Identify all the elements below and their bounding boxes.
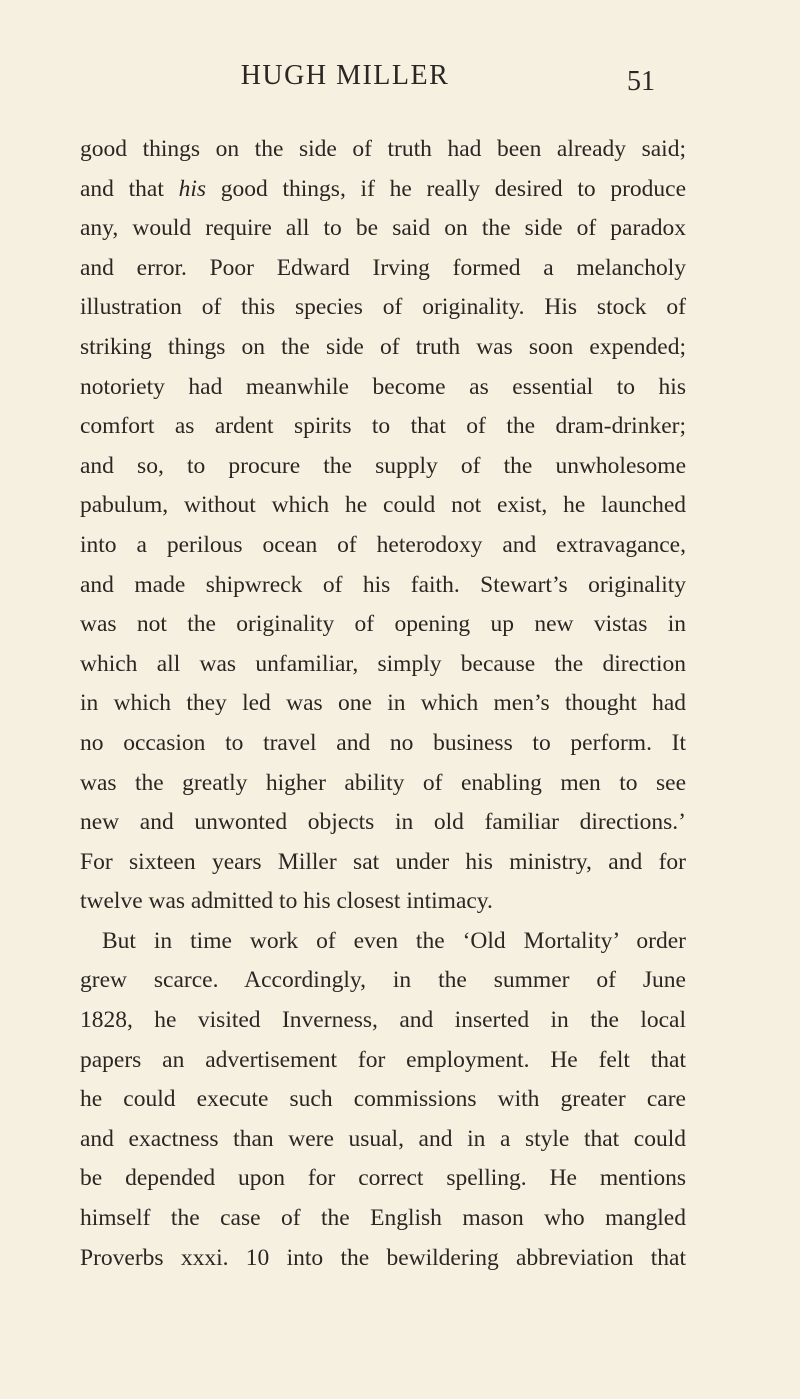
text-line: illustration of this species of originality. His stock of [80,294,686,321]
text-line: into a perilous ocean of heterodoxy and extravagance, [80,531,686,558]
body-text [80,130,686,1278]
text-line: For sixteen years Miller sat under his ministry, and for [80,848,686,875]
text-line [80,170,686,210]
text-line: But in time work of even the ‘Old Mortality’ order [102,927,686,954]
text-line: and error. Poor Edward Irving formed a melancholy [80,254,686,281]
text-line: pabulum, without which he could not exist, he launched [80,492,686,519]
running-head [0,58,800,97]
running-title: HUGH MILLER [240,60,450,91]
text-line: comfort as ardent spirits to that of the dram-drinker; [80,413,686,440]
text-line: which all was unfamiliar, simply because the direction [80,650,686,677]
text-line: Proverbs xxxi. 10 into the bewildering abbreviation that [80,1244,686,1271]
text-line: no occasion to travel and no business to perform. It [80,729,686,756]
text-line: good things on the side of truth had been already said; [80,136,686,162]
text-line: grew scarce. Accordingly, in the summer of June [80,967,686,994]
text-segment: and that [80,175,179,202]
page-number: 51 [627,66,655,97]
text-line: striking things on the side of truth was soon expended; [80,333,686,360]
text-line: papers an advertisement for employment. He felt that [80,1046,686,1073]
text-line: be depended upon for correct spelling. He mentions [80,1165,686,1192]
text-line: notoriety had meanwhile become as essential to his [80,373,686,400]
text-segment: good things, if he really desired to produce [206,175,687,202]
text-line: any, would require all to be said on the side of paradox [80,215,686,242]
text-line: and so, to procure the supply of the unwholesome [80,452,686,479]
text-line: and made shipwreck of his faith. Stewart’s originality [80,571,686,598]
text-line: twelve was admitted to his closest intimacy. [80,888,493,915]
text-line: and exactness than were usual, and in a style that could [80,1125,686,1152]
text-line: was not the originality of opening up new vistas in [80,611,686,638]
text-line: 1828, he visited Inverness, and inserted in the local [80,1007,686,1034]
text-line: he could execute such commissions with greater care [80,1086,686,1113]
text-line: himself the case of the English mason who mangled [80,1205,686,1232]
text-line: was the greatly higher ability of enabling men to see [80,769,686,796]
text-line: new and unwonted objects in old familiar directions.’ [80,809,686,836]
text-line: in which they led was one in which men’s thought had [80,690,686,717]
italic-word: his [178,175,207,202]
